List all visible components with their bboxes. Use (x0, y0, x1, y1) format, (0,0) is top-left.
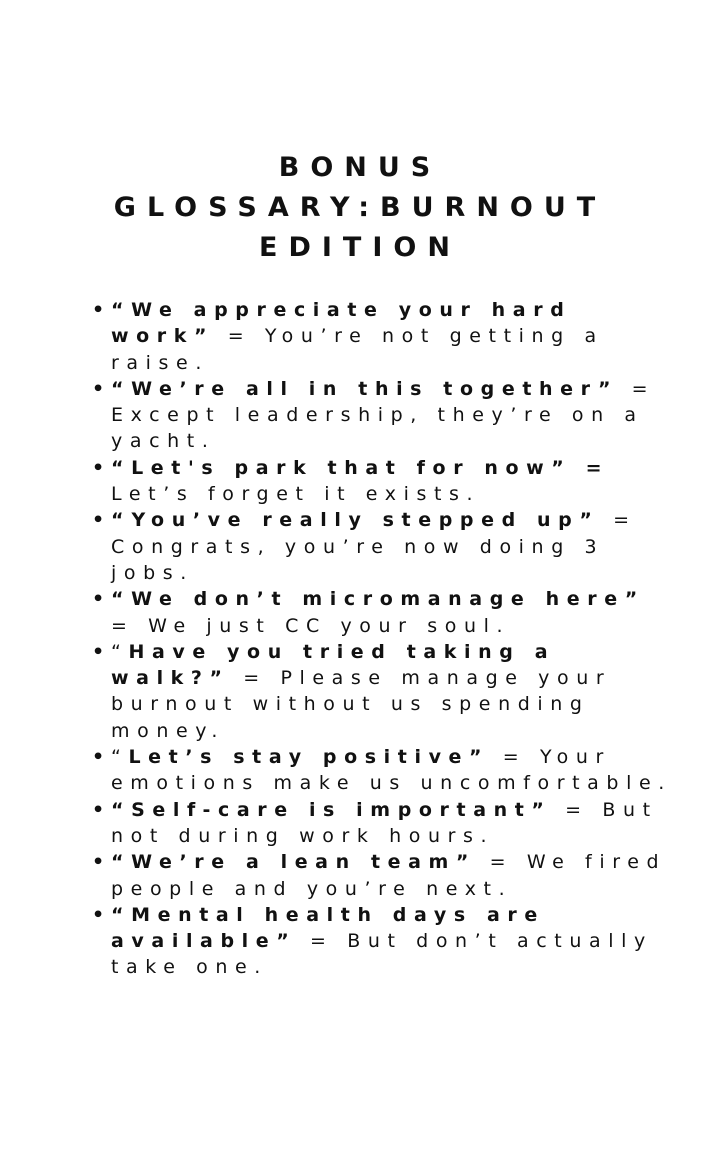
glossary-item (92, 507, 672, 586)
glossary-meaning: Let’s forget it exists. (111, 483, 481, 506)
bullet-icon: • (92, 509, 105, 532)
glossary-list (92, 297, 672, 981)
title-line-3: EDITION (259, 232, 461, 263)
glossary-item (92, 797, 672, 850)
close-quote: ” (209, 667, 230, 690)
glossary-phrase: “We’re a lean team” (111, 851, 477, 874)
glossary-item (92, 376, 672, 455)
title-line-1: BONUS (278, 152, 442, 183)
glossary-item (92, 849, 672, 902)
glossary-item (92, 744, 672, 797)
glossary-phrase: “Mental health days are available” (111, 903, 545, 953)
glossary-item (92, 297, 672, 376)
page-title (0, 148, 720, 268)
glossary-meaning: You’re not getting a raise. (111, 325, 604, 374)
equals-sign: = (489, 746, 540, 769)
equals-sign: = (296, 930, 348, 953)
equals-sign: = (618, 377, 656, 400)
bullet-icon: • (92, 746, 105, 769)
equals-sign: = (476, 851, 527, 874)
glossary-item (92, 586, 672, 639)
glossary-phrase: “You’ve really stepped up” (111, 509, 600, 532)
bullet-icon: • (92, 377, 105, 400)
glossary-phrase: “Self-care is important” (111, 798, 552, 821)
glossary-phrase: Let’s stay positive (128, 746, 470, 769)
glossary-item (92, 639, 672, 744)
glossary-meaning: But not during work hours. (111, 798, 658, 847)
equals-sign: = (111, 614, 149, 637)
equals-sign: = (229, 667, 281, 690)
bullet-icon: • (92, 640, 105, 663)
glossary-meaning: We just CC your soul. (148, 614, 511, 637)
equals-sign: = (214, 325, 265, 348)
glossary-phrase: “We don’t micromanage here” (111, 588, 645, 611)
open-quote: “ (111, 640, 129, 663)
glossary-meaning: Except leadership, they’re on a yacht. (111, 404, 644, 453)
glossary-meaning: Your emotions make us uncomfortable. (111, 746, 672, 795)
bullet-icon: • (92, 299, 105, 321)
glossary-item (92, 455, 672, 508)
glossary-phrase: Have you tried taking a walk? (111, 640, 556, 690)
title-line-2: GLOSSARY:BURNOUT (113, 192, 607, 223)
bullet-icon: • (92, 903, 105, 926)
equals-sign: = (551, 798, 603, 821)
glossary-meaning: Congrats, you’re now doing 3 jobs. (111, 535, 605, 584)
bullet-icon: • (92, 798, 105, 821)
equals-sign: = (599, 509, 637, 532)
close-quote: ” (469, 746, 490, 769)
glossary-item (92, 902, 672, 981)
open-quote: “ (111, 746, 129, 769)
glossary-meaning: But don’t actually take one. (111, 930, 653, 979)
glossary-phrase: “We’re all in this together” (111, 377, 619, 400)
glossary-meaning: We fired people and you’re next. (111, 851, 667, 900)
bullet-icon: • (92, 588, 105, 611)
glossary-phrase: “We appreciate your hard work” (111, 299, 572, 348)
glossary-meaning: Please manage your burnout without us spending money. (111, 667, 612, 742)
glossary-phrase: “Let's park that for now” = (111, 456, 610, 479)
bullet-icon: • (92, 851, 105, 874)
bullet-icon: • (92, 456, 105, 479)
